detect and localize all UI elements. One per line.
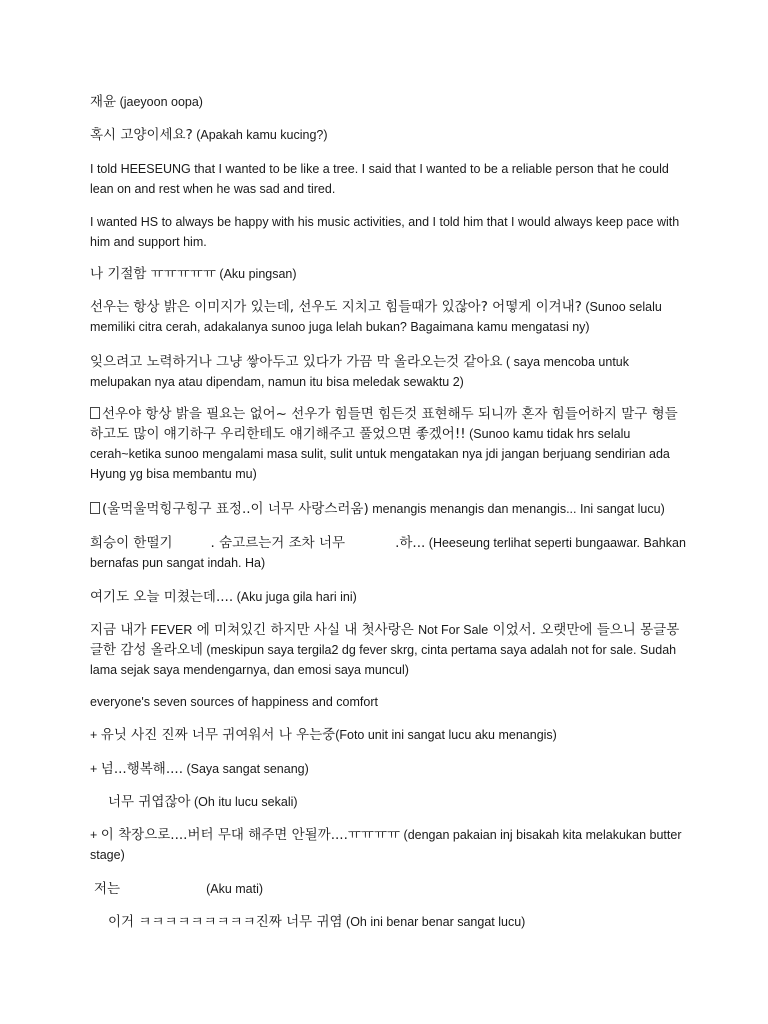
translation-text: (Aku juga gila hari ini) bbox=[233, 590, 357, 604]
paragraph-17 bbox=[90, 825, 690, 865]
bullet-plus: + bbox=[90, 762, 101, 776]
english-text: I wanted HS to always be happy with his music activities, and I told him that I would always keep pace with him and support him. bbox=[90, 215, 680, 249]
korean-text: 저는 bbox=[94, 881, 121, 897]
korean-text: 희승이 한떨기 bbox=[90, 535, 173, 551]
bullet-plus: + bbox=[90, 828, 101, 842]
english-text: everyone's seven sources of happiness and comfort bbox=[90, 695, 378, 709]
translation-text: (jaeyoon oopa) bbox=[116, 95, 203, 109]
translation-text: (Apakah kamu kucing?) bbox=[192, 128, 328, 142]
korean-text: 재윤 bbox=[90, 94, 117, 110]
korean-text: 넘...행복해.... bbox=[100, 761, 183, 777]
translation-text: ( saya mencoba untuk melupakan nya atau dipendam, namun itu bisa meledak sewaktu 2) bbox=[90, 355, 629, 389]
translation-text: (Oh ini benar benar sangat lucu) bbox=[342, 915, 526, 929]
translation-text: (Heeseung terlihat seperti bungaawar. Bahkan bernafas pun sangat indah. Ha) bbox=[90, 536, 686, 570]
paragraph-19 bbox=[108, 912, 708, 932]
korean-text: 나 기절함 ㅠㅠㅠㅠㅠ bbox=[90, 266, 216, 282]
translation-text: (Sunoo kamu tidak hrs selalu cerah~ketika sunoo mengalami masa sulit, sulit untuk mengatakan nya jdi jangan berjuang sendirian ada Hyung yg bisa membantu mu) bbox=[90, 427, 670, 481]
korean-text: 이거 ㅋㅋㅋㅋㅋㅋㅋㅋㅋ진짜 너무 귀염 bbox=[108, 914, 343, 930]
korean-text: . 숨고르는거 조차 너무 bbox=[210, 535, 346, 551]
translation-text: (Aku mati) bbox=[206, 882, 264, 896]
english-term: FEVER bbox=[150, 623, 193, 637]
translation-text: menangis menangis dan menangis... Ini sangat lucu) bbox=[368, 502, 665, 516]
translation-text: (Aku pingsan) bbox=[215, 267, 297, 281]
paragraph-1 bbox=[90, 92, 690, 112]
paragraph-11 bbox=[90, 587, 690, 607]
korean-text: 혹시 고양이세요? bbox=[90, 127, 193, 143]
korean-text: 이 착장으로....버터 무대 해주면 안될까....ㅠㅠㅠㅠ bbox=[100, 827, 401, 843]
korean-text: 선우는 항상 밝은 이미지가 있는데, 선우도 지치고 힘들때가 있잖아? 어떻게 이겨내? bbox=[90, 299, 582, 315]
translation-text: (Sunoo selalu memiliki citra cerah, adakalanya sunoo juga lelah bukan? Bagaimana kamu mengatasi ny) bbox=[90, 300, 662, 334]
korean-text: 지금 내가 bbox=[90, 622, 151, 638]
paragraph-16 bbox=[108, 792, 708, 812]
korean-text: 잊으려고 노력하거나 그냥 쌓아두고 있다가 가끔 막 올라오는것 같아요 bbox=[90, 354, 503, 370]
korean-text: 너무 귀엽잖아 bbox=[108, 794, 191, 810]
korean-text: .하... bbox=[395, 535, 426, 551]
korean-text: 선우야 항상 밝을 필요는 없어~ 선우가 힘들면 힘든것 표현해두 되니까 혼자 힘들어하지 말구 형들하고도 많이 얘기하구 우리한테도 얘기해주고 풀었으면 좋겠어!! bbox=[90, 406, 678, 442]
paragraph-13 bbox=[90, 692, 690, 712]
korean-text: 에 미쳐있긴 하지만 사실 내 첫사랑은 bbox=[192, 622, 419, 638]
translation-text: (Saya sangat senang) bbox=[182, 762, 309, 776]
missing-glyph-icon bbox=[90, 502, 100, 514]
paragraph-7 bbox=[90, 352, 690, 392]
paragraph-14 bbox=[90, 725, 690, 745]
korean-text: 여기도 오늘 미쳤는데.... bbox=[90, 589, 234, 605]
paragraph-4 bbox=[90, 212, 690, 252]
bullet-plus: + bbox=[90, 728, 101, 742]
translation-text: (Foto unit ini sangat lucu aku menangis) bbox=[335, 728, 557, 742]
korean-text: (울먹울먹힝구힝구 표정..이 너무 사랑스러움) bbox=[102, 501, 369, 517]
korean-text: 이었서. 오랫만에 들으니 몽글몽글한 감성 올라오네 bbox=[90, 622, 680, 658]
paragraph-6 bbox=[90, 297, 690, 337]
translation-text: (meskipun saya tergila2 dg fever skrg, cinta pertama saya adalah not for sale. Sudah lama sejak saya mendengarnya, dan emosi saya muncul) bbox=[90, 643, 677, 677]
english-text: I told HEESEUNG that I wanted to be like a tree. I said that I wanted to be a reliable person that he could lean on and rest when he was sad and tired. bbox=[90, 162, 669, 196]
korean-text: 유닛 사진 진짜 너무 귀여워서 나 우는중 bbox=[100, 727, 336, 743]
paragraph-8 bbox=[90, 404, 690, 484]
paragraph-18 bbox=[94, 879, 694, 899]
paragraph-10 bbox=[90, 533, 690, 573]
english-term: Not For Sale bbox=[418, 623, 489, 637]
missing-glyph-icon bbox=[90, 407, 100, 419]
paragraph-12 bbox=[90, 620, 690, 680]
paragraph-5 bbox=[90, 264, 690, 284]
paragraph-9 bbox=[90, 499, 690, 519]
paragraph-3 bbox=[90, 159, 690, 199]
translation-text: (Oh itu lucu sekali) bbox=[190, 795, 298, 809]
paragraph-15 bbox=[90, 759, 690, 779]
translation-text: (dengan pakaian inj bisakah kita melakukan butter stage) bbox=[90, 828, 682, 862]
paragraph-2 bbox=[90, 125, 690, 145]
